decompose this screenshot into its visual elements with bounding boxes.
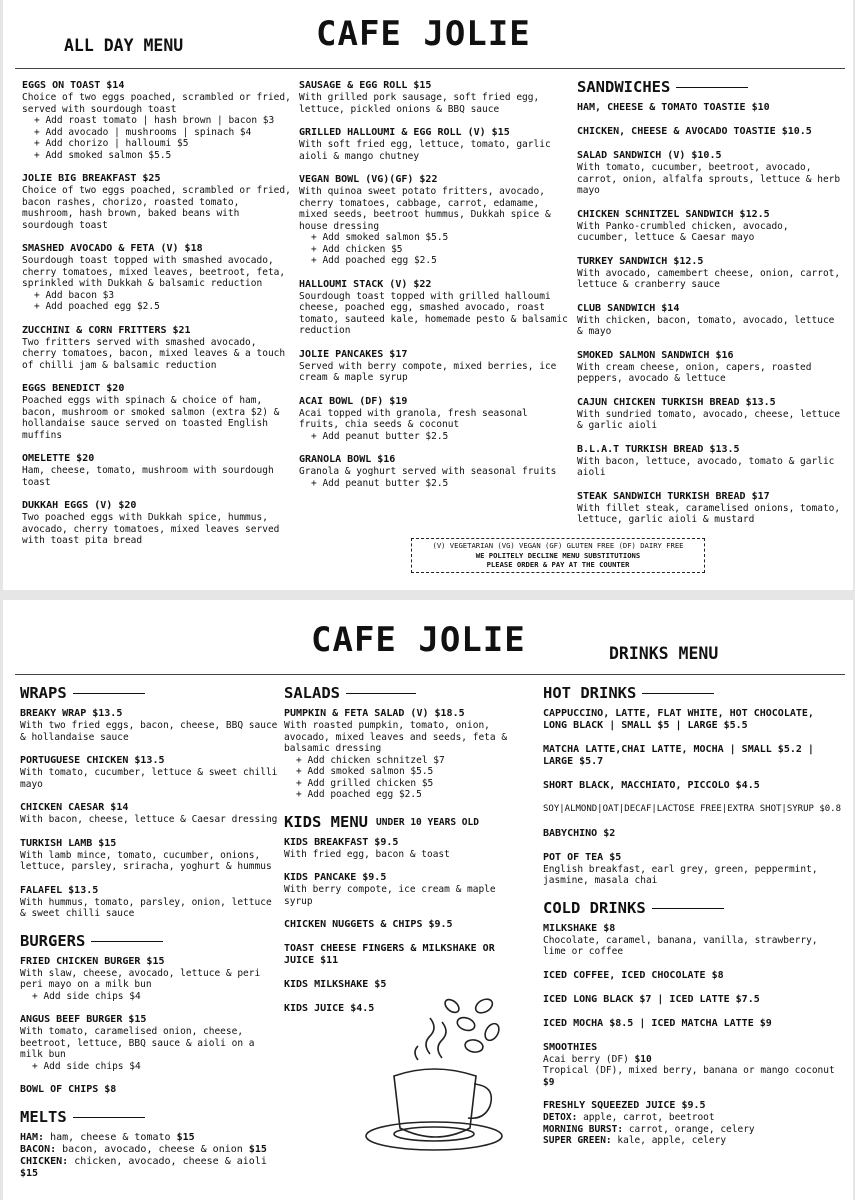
menu-item bbox=[20, 838, 282, 873]
item-addon: + Add bacon $3 bbox=[34, 289, 115, 301]
item-name: MATCHA LATTE,CHAI LATTE, MOCHA | SMALL $5.2 | LARGE $5.7 bbox=[543, 744, 814, 767]
item-addon: + Add roast tomato | hash brown | bacon $3 bbox=[34, 115, 275, 126]
item-name: CHICKEN, CHEESE & AVOCADO TOASTIE $10.5 bbox=[577, 126, 812, 137]
notice-line: WE POLITELY DECLINE MENU SUBSTITUTIONS bbox=[475, 550, 641, 560]
item-addon: + Add grilled chicken $5 bbox=[296, 777, 434, 789]
item-name: CLUB SANDWICH $14 bbox=[577, 302, 680, 314]
item-desc: With tomato, cucumber, beetroot, avocado, carrot, onion, alfalfa sprouts, lettuce & herb mayo bbox=[577, 162, 841, 196]
juice-item bbox=[543, 1100, 841, 1147]
item-name: CAPPUCCINO, LATTE, FLAT WHITE, HOT CHOCOLATE, LONG BLACK | SMALL $5 | LARGE $5.5 bbox=[543, 708, 814, 731]
section-heading-kids-menu: KIDS MENU UNDER 10 YEARS OLD bbox=[284, 812, 479, 831]
melt-text: bacon, avocado, cheese & onion bbox=[62, 1144, 243, 1155]
item-name: HAM, CHEESE & TOMATO TOASTIE $10 bbox=[577, 102, 770, 113]
item-name: VEGAN BOWL (VG)(GF) $22 bbox=[299, 174, 438, 185]
salads-list bbox=[284, 708, 528, 801]
item-desc: DETOX: apple, carrot, beetroot bbox=[543, 1112, 715, 1123]
menu-item bbox=[543, 828, 841, 840]
item-name: BABYCHINO $2 bbox=[543, 827, 616, 839]
menu-item bbox=[577, 256, 843, 291]
item-name: HALLOUMI STACK (V) $22 bbox=[299, 278, 432, 290]
item-name: ICED COFFEE, ICED CHOCOLATE $8 bbox=[543, 969, 724, 981]
coffee-cup-illustration bbox=[334, 984, 504, 1164]
item-name: KIDS JUICE $4.5 bbox=[284, 1003, 375, 1014]
melt-label: HAM: bbox=[20, 1132, 45, 1143]
melt-text: ham, cheese & tomato bbox=[50, 1132, 171, 1143]
item-desc: Ham, cheese, tomato, mushroom with sourdough toast bbox=[22, 465, 274, 488]
item-desc: With slaw, cheese, avocado, lettuce & peri peri mayo on a milk bun bbox=[20, 967, 261, 990]
food-menu-page bbox=[3, 0, 853, 590]
item-name: KIDS BREAKFAST $9.5 bbox=[284, 836, 399, 848]
menu-item bbox=[284, 872, 528, 907]
wraps-list bbox=[20, 708, 282, 920]
item-desc: With chicken, bacon, tomato, avocado, lettuce & mayo bbox=[577, 314, 835, 337]
item-name: SAUSAGE & EGG ROLL $15 bbox=[299, 80, 432, 91]
menu-item bbox=[22, 80, 292, 161]
item-name: KIDS PANCAKE $9.5 bbox=[284, 872, 387, 883]
item-desc: With lamb mince, tomato, cucumber, onions, lettuce, parsley, sriracha, yoghurt & hummus bbox=[20, 849, 272, 872]
melts-list bbox=[20, 1132, 282, 1180]
item-desc: Granola & yoghurt served with seasonal fruits bbox=[299, 466, 557, 477]
item-desc: Sourdough toast topped with grilled halloumi cheese, poached egg, smashed avocado, roast tomato, sauteed kale, homemade pesto & balsamic reduction bbox=[299, 290, 568, 336]
item-addon: + Add peanut butter $2.5 bbox=[311, 477, 449, 489]
hot-drinks-list-2 bbox=[543, 828, 841, 887]
menu-item bbox=[20, 802, 282, 826]
item-desc: With Panko-crumbled chicken, avocado, cucumber, lettuce & Caesar mayo bbox=[577, 220, 789, 243]
menu-item bbox=[577, 150, 843, 197]
item-addon: + Add chicken schnitzel $7 bbox=[296, 754, 445, 766]
item-desc: Poached eggs with spinach & choice of ham, bacon, mushroom or smoked salmon (extra $2) & hollandaise sauce served on toasted English muffins bbox=[22, 395, 280, 441]
menu-item bbox=[577, 126, 843, 138]
item-desc: With tomato, cucumber, lettuce & sweet chilli mayo bbox=[20, 767, 278, 790]
menu-item bbox=[20, 956, 282, 1003]
menu-item bbox=[543, 852, 841, 887]
item-desc: With roasted pumpkin, tomato, onion, avocado, mixed leaves and seeds, feta & balsamic dressing bbox=[284, 720, 508, 754]
menu-column-1 bbox=[22, 80, 292, 559]
melt-label: BACON: bbox=[20, 1144, 57, 1155]
menu-item bbox=[299, 80, 571, 115]
item-desc: With quinoa sweet potato fritters, avocado, cherry tomatoes, cabbage, carrot, edamame, mixed seeds, beetroot hummus, Dukkah spice & house dressing bbox=[299, 186, 551, 232]
item-name: ICED LONG BLACK $7 | ICED LATTE $7.5 bbox=[543, 993, 760, 1005]
melt-price: $15 bbox=[176, 1132, 195, 1143]
item-desc: Two poached eggs with Dukkah spice, hummus, avocado, cherry tomatoes, mixed leaves served with toast pita bread bbox=[22, 512, 280, 546]
item-desc: With fried egg, bacon & toast bbox=[284, 848, 450, 860]
cold-drinks-list bbox=[543, 923, 841, 1030]
melt-item bbox=[20, 1144, 282, 1156]
item-addon: + Add side chips $4 bbox=[32, 990, 141, 1002]
menu-item bbox=[20, 1014, 282, 1072]
menu-item bbox=[22, 243, 292, 313]
item-desc: With two fried eggs, bacon, cheese, BBQ sauce & hollandaise sauce bbox=[20, 720, 278, 743]
item-name: FALAFEL $13.5 bbox=[20, 884, 99, 896]
item-name: GRILLED HALLOUMI & EGG ROLL (V) $15 bbox=[299, 127, 510, 138]
item-name: ANGUS BEEF BURGER $15 bbox=[20, 1014, 147, 1025]
sandwich-list bbox=[577, 102, 843, 526]
menu-item bbox=[577, 303, 843, 338]
item-name: GRANOLA BOWL $16 bbox=[299, 454, 396, 465]
page-title: CAFE JOLIE bbox=[316, 14, 531, 54]
hot-drinks-list bbox=[543, 708, 841, 792]
notice-line: (V) VEGETARIAN (VG) VEGAN (GF) GLUTEN FREE (DF) DAIRY FREE bbox=[432, 541, 684, 550]
section-heading-sandwiches: SANDWICHES bbox=[577, 78, 843, 97]
menu-item bbox=[543, 994, 841, 1006]
menu-item bbox=[543, 1018, 841, 1030]
item-name: JOLIE PANCAKES $17 bbox=[299, 348, 408, 360]
item-name: PUMPKIN & FETA SALAD (V) $18.5 bbox=[284, 708, 465, 719]
menu-item bbox=[22, 453, 292, 488]
section-heading-burgers: BURGERS bbox=[20, 932, 282, 951]
item-name: TURKISH LAMB $15 bbox=[20, 837, 117, 849]
drinks-menu-page bbox=[3, 600, 853, 1200]
item-addon: + Add chicken $5 bbox=[311, 243, 403, 255]
item-desc: With avocado, camembert cheese, onion, carrot, lettuce & cranberry sauce bbox=[577, 267, 841, 290]
item-name: SMASHED AVOCADO & FETA (V) $18 bbox=[22, 243, 203, 254]
melt-label: CHICKEN: bbox=[20, 1156, 69, 1167]
melt-price: $15 bbox=[20, 1168, 39, 1179]
item-desc: Acai berry (DF) $10 bbox=[543, 1053, 652, 1065]
burgers-list bbox=[20, 956, 282, 1097]
melt-item bbox=[20, 1132, 282, 1144]
item-desc: With soft fried egg, lettuce, tomato, garlic aioli & mango chutney bbox=[299, 139, 551, 162]
item-addon: + Add avocado | mushrooms | spinach $4 bbox=[34, 126, 252, 138]
item-desc: With cream cheese, onion, capers, roasted peppers, avocado & lettuce bbox=[577, 361, 812, 384]
item-desc: Choice of two eggs poached, scrambled or fried, bacon rashes, chorizo, roasted tomato, mushroom, hash brown, baked beans with sourdough toast bbox=[22, 185, 291, 231]
menu-column-2 bbox=[299, 80, 571, 501]
item-addon: + Add smoked salmon $5.5 bbox=[34, 149, 172, 161]
item-name: POT OF TEA $5 bbox=[543, 851, 622, 863]
item-name: KIDS MILKSHAKE $5 bbox=[284, 979, 387, 990]
item-desc: With bacon, cheese, lettuce & Caesar dressing bbox=[20, 814, 278, 825]
item-name: CHICKEN NUGGETS & CHIPS $9.5 bbox=[284, 919, 453, 930]
item-desc: Chocolate, caramel, banana, vanilla, strawberry, lime or coffee bbox=[543, 934, 818, 957]
item-name: BREAKY WRAP $13.5 bbox=[20, 708, 123, 719]
menu-item bbox=[299, 174, 571, 267]
item-name: MILKSHAKE $8 bbox=[543, 922, 616, 934]
item-name: JOLIE BIG BREAKFAST $25 bbox=[22, 173, 161, 184]
item-addon: + Add smoked salmon $5.5 bbox=[296, 766, 434, 777]
item-name: SMOOTHIES bbox=[543, 1041, 598, 1053]
item-name: ACAI BOWL (DF) $19 bbox=[299, 395, 408, 407]
menu-item bbox=[577, 102, 843, 114]
item-name: CHICKEN SCHNITZEL SANDWICH $12.5 bbox=[577, 208, 770, 220]
item-addon: + Add poached egg $2.5 bbox=[296, 789, 422, 800]
item-name: STEAK SANDWICH TURKISH BREAD $17 bbox=[577, 490, 770, 502]
menu-item bbox=[577, 209, 843, 244]
menu-item bbox=[284, 919, 528, 931]
item-name: B.L.A.T TURKISH BREAD $13.5 bbox=[577, 443, 740, 455]
menu-item bbox=[299, 349, 571, 384]
item-desc: With tomato, caramelised onion, cheese, beetroot, lettuce, BBQ sauce & aioli on a milk bun bbox=[20, 1026, 255, 1060]
menu-column-1 bbox=[20, 684, 282, 1180]
item-desc: With sundried tomato, avocado, cheese, lettuce & garlic aioli bbox=[577, 408, 841, 431]
item-name: OMELETTE $20 bbox=[22, 453, 95, 464]
menu-item bbox=[299, 279, 571, 337]
menu-item bbox=[22, 325, 292, 372]
menu-item bbox=[20, 885, 282, 920]
header-divider bbox=[15, 674, 845, 675]
item-name: SHORT BLACK, MACCHIATO, PICCOLO $4.5 bbox=[543, 780, 760, 791]
item-desc: SUPER GREEN: kale, apple, celery bbox=[543, 1135, 727, 1146]
menu-item bbox=[284, 708, 528, 801]
menu-item bbox=[543, 780, 841, 792]
menu-item bbox=[543, 923, 841, 958]
menu-item bbox=[284, 837, 528, 861]
smoothies-item bbox=[543, 1042, 841, 1089]
section-heading-salads: SALADS bbox=[284, 684, 528, 703]
item-desc: English breakfast, earl grey, green, peppermint, jasmine, masala chai bbox=[543, 863, 818, 886]
item-name: DUKKAH EGGS (V) $20 bbox=[22, 500, 137, 511]
menu-item bbox=[22, 500, 292, 547]
menu-item bbox=[577, 350, 843, 385]
page-title: CAFE JOLIE bbox=[311, 620, 526, 660]
menu-item bbox=[543, 970, 841, 982]
item-name: CHICKEN CAESAR $14 bbox=[20, 802, 129, 813]
item-desc: With bacon, lettuce, avocado, tomato & garlic aioli bbox=[577, 455, 835, 478]
section-heading-hot-drinks: HOT DRINKS bbox=[543, 684, 841, 703]
item-name: TOAST CHEESE FINGERS & MILKSHAKE OR JUICE $11 bbox=[284, 943, 495, 966]
item-desc: Sourdough toast topped with smashed avocado, cherry tomatoes, mixed leaves, beetroot, feta, sprinkled with Dukkah & balsamic reduction bbox=[22, 255, 286, 289]
menu-item bbox=[20, 1084, 282, 1096]
melt-item bbox=[20, 1156, 282, 1180]
menu-item bbox=[577, 491, 843, 526]
section-heading-melts: MELTS bbox=[20, 1108, 282, 1127]
menu-item bbox=[299, 454, 571, 489]
menu-item bbox=[20, 755, 282, 790]
item-desc: With fillet steak, caramelised onions, tomato, lettuce, garlic aioli & mustard bbox=[577, 502, 841, 525]
menu-column-2 bbox=[284, 684, 528, 1027]
item-addon: + Add side chips $4 bbox=[32, 1060, 141, 1072]
item-desc: MORNING BURST: carrot, orange, celery bbox=[543, 1123, 755, 1135]
notice-line: PLEASE ORDER & PAY AT THE COUNTER bbox=[486, 560, 630, 569]
menu-item bbox=[22, 173, 292, 231]
item-addon: + Add smoked salmon $5.5 bbox=[311, 232, 449, 243]
dietary-notice bbox=[411, 538, 705, 573]
item-name: SMOKED SALMON SANDWICH $16 bbox=[577, 349, 734, 361]
item-name: PORTUGUESE CHICKEN $13.5 bbox=[20, 755, 165, 766]
menu-item bbox=[299, 396, 571, 443]
item-desc: With berry compote, ice cream & maple syrup bbox=[284, 884, 496, 907]
item-desc: Served with berry compote, mixed berries, ice cream & maple syrup bbox=[299, 360, 557, 383]
menu-item bbox=[577, 397, 843, 432]
item-name: ZUCCHINI & CORN FRITTERS $21 bbox=[22, 324, 191, 336]
item-name: ICED MOCHA $8.5 | ICED MATCHA LATTE $9 bbox=[543, 1017, 772, 1029]
item-name: EGGS ON TOAST $14 bbox=[22, 80, 125, 91]
item-desc: Two fritters served with smashed avocado, cherry tomatoes, bacon, mixed leaves & a touch of chilli jam & balsamic reduction bbox=[22, 336, 286, 371]
milk-extras: SOY|ALMOND|OAT|DECAF|LACTOSE FREE|EXTRA SHOT|SYRUP $0.8 bbox=[543, 804, 842, 814]
item-addon: + Add poached egg $2.5 bbox=[34, 301, 160, 312]
menu-item bbox=[20, 708, 282, 743]
item-name: EGGS BENEDICT $20 bbox=[22, 383, 125, 394]
page-subtitle: DRINKS MENU bbox=[609, 644, 719, 663]
menu-item bbox=[543, 708, 841, 732]
header-divider bbox=[15, 68, 845, 69]
item-desc: Tropical (DF), mixed berry, banana or mango coconut $9 bbox=[543, 1065, 835, 1088]
item-desc: With hummus, tomato, parsley, onion, lettuce & sweet chilli sauce bbox=[20, 896, 272, 919]
item-name: CAJUN CHICKEN TURKISH BREAD $13.5 bbox=[577, 396, 776, 408]
menu-item bbox=[284, 943, 528, 967]
item-name: FRESHLY SQUEEZED JUICE $9.5 bbox=[543, 1100, 706, 1111]
section-heading-cold-drinks: COLD DRINKS bbox=[543, 899, 841, 918]
melt-price: $15 bbox=[248, 1144, 267, 1155]
page-subtitle: ALL DAY MENU bbox=[64, 36, 184, 55]
menu-item bbox=[299, 127, 571, 162]
section-heading-wraps: WRAPS bbox=[20, 684, 282, 703]
item-addon: + Add poached egg $2.5 bbox=[311, 255, 437, 266]
menu-column-3 bbox=[543, 684, 841, 1159]
item-name: SALAD SANDWICH (V) $10.5 bbox=[577, 150, 722, 161]
item-desc: Choice of two eggs poached, scrambled or fried, served with sourdough toast bbox=[22, 92, 291, 115]
item-addon: + Add chorizo | halloumi $5 bbox=[34, 138, 189, 149]
menu-item bbox=[543, 744, 841, 768]
menu-column-3 bbox=[577, 78, 843, 538]
item-name: TURKEY SANDWICH $12.5 bbox=[577, 255, 704, 267]
item-name: BOWL OF CHIPS $8 bbox=[20, 1084, 117, 1095]
item-name: FRIED CHICKEN BURGER $15 bbox=[20, 955, 165, 967]
item-desc: With grilled pork sausage, soft fried egg, lettuce, pickled onions & BBQ sauce bbox=[299, 92, 540, 115]
item-desc: Acai topped with granola, fresh seasonal fruits, chia seeds & coconut bbox=[299, 407, 528, 430]
melt-text: chicken, avocado, cheese & aioli bbox=[74, 1156, 267, 1167]
menu-item bbox=[22, 383, 292, 441]
item-addon: + Add peanut butter $2.5 bbox=[311, 430, 449, 442]
menu-item bbox=[577, 444, 843, 479]
